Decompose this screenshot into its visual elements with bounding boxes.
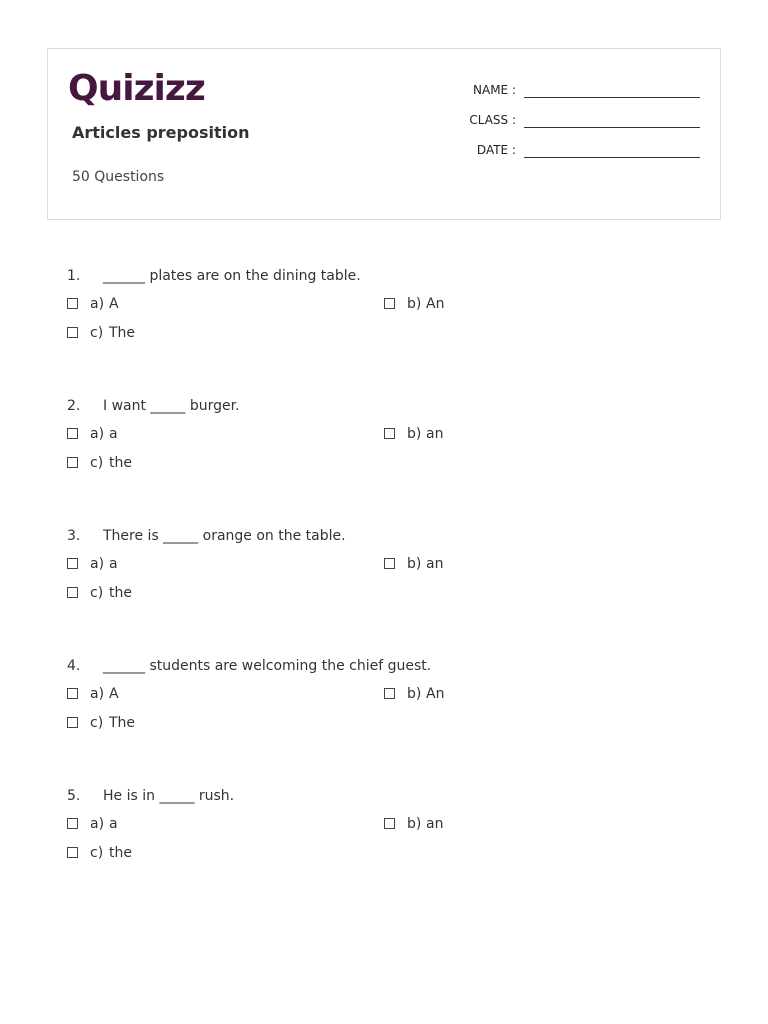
question-1: [67, 265, 707, 395]
option-text: the: [109, 845, 132, 861]
option-letter: b): [407, 426, 422, 442]
checkbox[interactable]: [67, 298, 78, 309]
question-line: [67, 525, 707, 547]
question-number: 3.: [67, 528, 81, 544]
checkbox[interactable]: [67, 688, 78, 699]
option-letter: b): [407, 686, 422, 702]
option-letter: c): [90, 845, 104, 861]
option-letter: b): [407, 296, 422, 312]
option-text: the: [109, 455, 132, 471]
checkbox[interactable]: [67, 457, 78, 468]
option-text: An: [426, 686, 445, 702]
question-2: [67, 395, 707, 525]
option-letter: b): [407, 556, 422, 572]
option-letter: a): [90, 426, 105, 442]
option-text: the: [109, 585, 132, 601]
option-text: a: [109, 426, 118, 442]
answer-options: [67, 423, 707, 483]
name-field[interactable]: [450, 81, 700, 111]
option-letter: c): [90, 715, 104, 731]
question-count: 50 Questions: [72, 169, 165, 185]
question-number: 1.: [67, 268, 81, 284]
option-text: A: [109, 686, 119, 702]
student-info-fields: [450, 81, 700, 171]
option-letter: c): [90, 325, 104, 341]
name-write-line[interactable]: [524, 97, 700, 98]
option-text: The: [109, 325, 136, 341]
question-line: [67, 395, 707, 417]
answer-options: [67, 553, 707, 613]
question-line: [67, 265, 707, 287]
question-number: 5.: [67, 788, 81, 804]
answer-options: [67, 293, 707, 353]
checkbox[interactable]: [67, 428, 78, 439]
option-letter: a): [90, 816, 105, 832]
checkbox[interactable]: [67, 587, 78, 598]
quizizz-logo: Quizizz: [68, 68, 205, 109]
date-field[interactable]: [450, 141, 700, 171]
option-text: a: [109, 556, 118, 572]
option-text: an: [426, 426, 444, 442]
answer-options: [67, 683, 707, 743]
checkbox[interactable]: [67, 327, 78, 338]
option-letter: c): [90, 455, 104, 471]
question-text: ______ students are welcoming the chief guest.: [103, 658, 432, 674]
question-line: [67, 785, 707, 807]
option-text: The: [109, 715, 136, 731]
checkbox[interactable]: [67, 818, 78, 829]
date-write-line[interactable]: [524, 157, 700, 158]
option-text: An: [426, 296, 445, 312]
checkbox[interactable]: [384, 818, 395, 829]
name-label: NAME :: [473, 83, 516, 97]
checkbox[interactable]: [67, 717, 78, 728]
answer-options: [67, 813, 707, 873]
option-letter: b): [407, 816, 422, 832]
question-number: 2.: [67, 398, 81, 414]
checkbox[interactable]: [384, 298, 395, 309]
option-text: an: [426, 556, 444, 572]
question-list: [67, 265, 707, 915]
question-3: [67, 525, 707, 655]
question-number: 4.: [67, 658, 81, 674]
question-text: ______ plates are on the dining table.: [103, 268, 361, 284]
worksheet-title: Articles preposition: [72, 123, 250, 142]
option-text: a: [109, 816, 118, 832]
date-label: DATE :: [476, 143, 516, 157]
checkbox[interactable]: [384, 688, 395, 699]
option-text: A: [109, 296, 119, 312]
option-letter: a): [90, 296, 105, 312]
question-5: [67, 785, 707, 915]
question-line: [67, 655, 707, 677]
class-field[interactable]: [450, 111, 700, 141]
class-write-line[interactable]: [524, 127, 700, 128]
question-4: [67, 655, 707, 785]
checkbox[interactable]: [67, 847, 78, 858]
checkbox[interactable]: [67, 558, 78, 569]
question-text: I want _____ burger.: [103, 398, 240, 414]
question-text: There is _____ orange on the table.: [103, 528, 346, 544]
option-text: an: [426, 816, 444, 832]
option-letter: a): [90, 686, 105, 702]
checkbox[interactable]: [384, 428, 395, 439]
checkbox[interactable]: [384, 558, 395, 569]
option-letter: c): [90, 585, 104, 601]
question-text: He is in _____ rush.: [103, 788, 235, 804]
worksheet-header: [47, 48, 721, 220]
class-label: CLASS :: [469, 113, 516, 127]
option-letter: a): [90, 556, 105, 572]
